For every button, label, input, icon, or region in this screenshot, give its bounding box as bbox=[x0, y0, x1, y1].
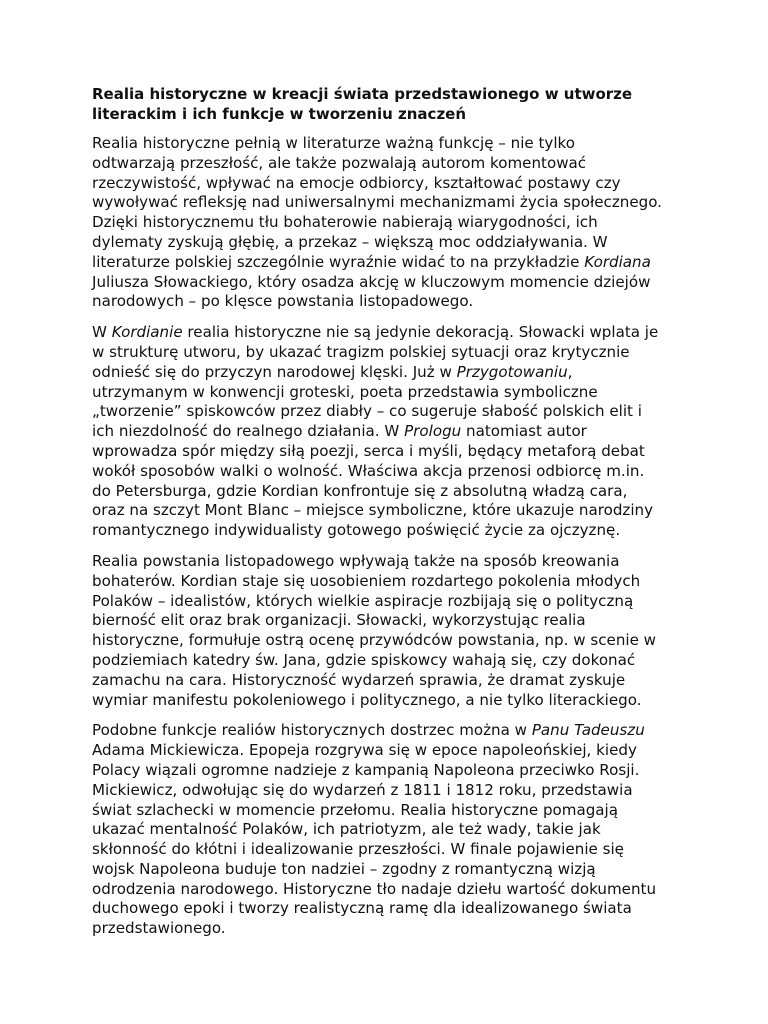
text-line bbox=[92, 154, 680, 174]
text-segment: duchowego epoki i tworzy realistyczną ramę dla idealizowanego świata bbox=[92, 899, 632, 918]
text-segment: Polacy wiązali ogromne nadzieje z kampanią Napoleona przeciwko Rosji. bbox=[92, 760, 640, 779]
text-segment: ukazać mentalność Polaków, ich patriotyzm, ale też wady, takie jak bbox=[92, 820, 601, 839]
text-segment: Juliusza Słowackiego, który osadza akcję w kluczowym momencie dziejów bbox=[92, 272, 651, 291]
text-line bbox=[92, 363, 680, 383]
text-line bbox=[92, 611, 680, 631]
document-page bbox=[92, 84, 680, 950]
text-line bbox=[92, 691, 680, 711]
text-segment: odnieść się do przyczyn narodowej klęski. Już w bbox=[92, 362, 457, 381]
text-segment: , bbox=[567, 362, 573, 381]
text-line bbox=[92, 631, 680, 651]
text-line bbox=[92, 233, 680, 253]
text-segment: rzeczywistość, wpływać na emocje odbiorcy, kształtować postawy czy bbox=[92, 173, 621, 192]
text-segment: historyczne, formułuje ostrą ocenę przywódców powstania, np. w scenie w bbox=[92, 631, 657, 650]
text-segment: Dzięki historycznemu tłu bohaterowie nabierają wiarygodności, ich bbox=[92, 213, 598, 232]
text-segment: w strukturę utworu, by ukazać tragizm polskiej sytuacji oraz krytycznie bbox=[92, 342, 630, 361]
italic-title-text: Kordianie bbox=[111, 323, 183, 342]
text-segment: świat szlachecki w momencie przełomu. Realia historyczne pomagają bbox=[92, 800, 618, 819]
text-segment: wokół sposobów walki o wolność. Właściwa akcja przenosi odbiorcę m.in. bbox=[92, 461, 645, 480]
italic-title-text: Panu Tadeuszu bbox=[531, 721, 645, 740]
text-segment: natomiast autor bbox=[461, 422, 587, 441]
paragraph bbox=[92, 552, 680, 710]
text-segment: odrodzenia narodowego. Historyczne tło nadaje dziełu wartość dokumentu bbox=[92, 879, 657, 898]
text-segment: oraz na szczyt Mont Blanc – miejsce symboliczne, które ukazuje narodziny bbox=[92, 501, 654, 520]
document-title bbox=[92, 84, 680, 124]
text-line bbox=[92, 552, 680, 572]
text-segment: wywoływać refleksję nad uniwersalnymi mechanizmami życia społecznego. bbox=[92, 193, 662, 212]
text-segment: Podobne funkcje realiów historycznych dostrzec można w bbox=[92, 721, 532, 740]
text-segment: Polaków – idealistów, których wielkie aspiracje rozbijają się o polityczną bbox=[92, 591, 634, 610]
text-segment: podziemiach katedry św. Jana, gdzie spiskowcy wahają się, czy dokonać bbox=[92, 650, 636, 669]
text-segment: romantycznego indywidualisty gotowego poświęcić życie za ojczyznę. bbox=[92, 521, 621, 540]
text-line bbox=[92, 919, 680, 939]
text-segment: Mickiewicz, odwołując się do wydarzeń z 1811 i 1812 roku, przedstawia bbox=[92, 780, 633, 799]
text-segment: bierność elit oraz brak organizacji. Słowacki, wykorzystując realia bbox=[92, 611, 586, 630]
text-line bbox=[92, 323, 680, 343]
text-line bbox=[92, 592, 680, 612]
italic-title-text: Kordiana bbox=[584, 252, 651, 271]
text-line bbox=[92, 213, 680, 233]
text-line bbox=[92, 860, 680, 880]
text-line bbox=[92, 840, 680, 860]
title-line: literackim i ich funkcje w tworzeniu znaczeń bbox=[92, 105, 467, 123]
text-line bbox=[92, 572, 680, 592]
text-segment: Realia powstania listopadowego wpływają także na sposób kreowania bbox=[92, 551, 620, 570]
text-segment: wojsk Napoleona buduje ton nadziei – zgodny z romantyczną wizją bbox=[92, 859, 596, 878]
paragraph bbox=[92, 721, 680, 939]
text-line bbox=[92, 801, 680, 821]
text-line bbox=[92, 741, 680, 761]
text-line bbox=[92, 880, 680, 900]
text-segment: zamachu na cara. Historyczność wydarzeń sprawia, że dramat zyskuje bbox=[92, 670, 626, 689]
text-line bbox=[92, 383, 680, 403]
text-line bbox=[92, 781, 680, 801]
text-segment: bohaterów. Kordian staje się uosobieniem rozdartego pokolenia młodych bbox=[92, 571, 641, 590]
text-line bbox=[92, 134, 680, 154]
text-segment: narodowych – po klęsce powstania listopadowego. bbox=[92, 292, 474, 311]
document-body bbox=[92, 134, 680, 939]
italic-title-text: Prologu bbox=[404, 422, 462, 441]
text-line bbox=[92, 422, 680, 442]
text-segment: wprowadza spór między siłą poezji, serca i myśli, będący metaforą debat bbox=[92, 441, 645, 460]
text-segment: realia historyczne nie są jedynie dekoracją. Słowacki wplata je bbox=[182, 323, 659, 342]
text-segment: utrzymanym w konwencji groteski, poeta przedstawia symboliczne bbox=[92, 382, 598, 401]
text-segment: skłonność do kłótni i idealizowanie przeszłości. W finale pojawienie się bbox=[92, 840, 624, 859]
text-line bbox=[92, 442, 680, 462]
text-line bbox=[92, 462, 680, 482]
text-line bbox=[92, 820, 680, 840]
text-line bbox=[92, 521, 680, 541]
text-segment: W bbox=[92, 323, 112, 342]
text-line bbox=[92, 721, 680, 741]
text-line bbox=[92, 402, 680, 422]
italic-title-text: Przygotowaniu bbox=[456, 362, 568, 381]
text-line bbox=[92, 253, 680, 273]
text-segment: „tworzenie” spiskowców przez diabły – co sugeruje słabość polskich elit i bbox=[92, 402, 642, 421]
text-segment: do Petersburga, gdzie Kordian konfrontuje się z absolutną władzą cara, bbox=[92, 481, 628, 500]
text-segment: wymiar manifestu pokoleniowego i politycznego, a nie tylko literackiego. bbox=[92, 690, 642, 709]
text-line bbox=[92, 501, 680, 521]
text-segment: Realia historyczne pełnią w literaturze ważną funkcję – nie tylko bbox=[92, 134, 575, 152]
paragraph bbox=[92, 323, 680, 541]
text-line bbox=[92, 671, 680, 691]
text-segment: Adama Mickiewicza. Epopeja rozgrywa się w epoce napoleońskiej, kiedy bbox=[92, 741, 637, 760]
text-line bbox=[92, 174, 680, 194]
text-line bbox=[92, 193, 680, 213]
text-line bbox=[92, 651, 680, 671]
text-line bbox=[92, 343, 680, 363]
text-line bbox=[92, 899, 680, 919]
text-segment: odtwarzają przeszłość, ale także pozwalają autorom komentować bbox=[92, 153, 587, 172]
text-segment: przedstawionego. bbox=[92, 919, 226, 938]
title-line: Realia historyczne w kreacji świata przedstawionego w utworze bbox=[92, 85, 633, 103]
text-line bbox=[92, 482, 680, 502]
text-line bbox=[92, 292, 680, 312]
text-segment: literaturze polskiej szczególnie wyraźnie widać to na przykładzie bbox=[92, 252, 585, 271]
text-line bbox=[92, 761, 680, 781]
text-line bbox=[92, 273, 680, 293]
text-segment: ich niezdolność do realnego działania. W bbox=[92, 422, 405, 441]
paragraph bbox=[92, 134, 680, 312]
text-segment: dylematy zyskują głębię, a przekaz – większą moc oddziaływania. W bbox=[92, 232, 608, 251]
